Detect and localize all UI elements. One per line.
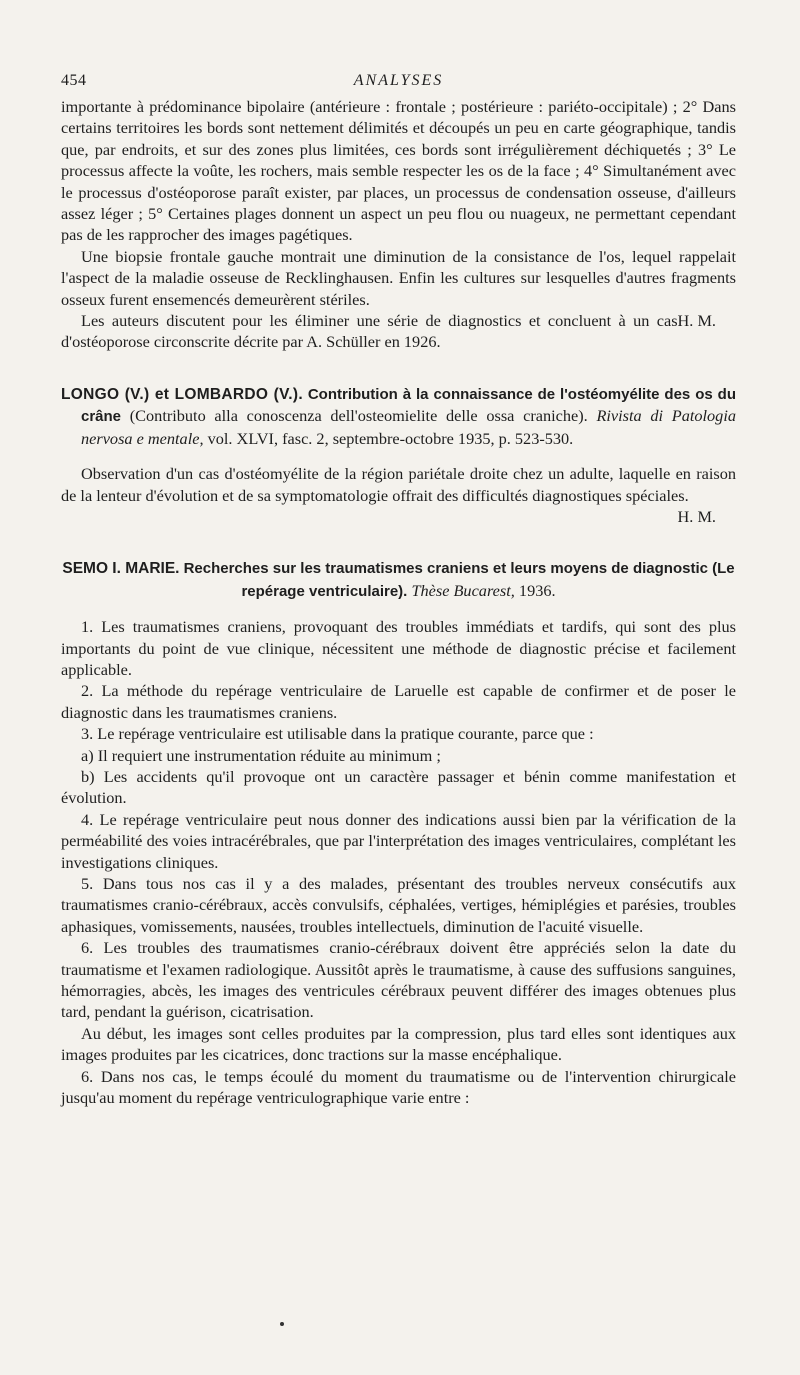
running-title: ANALYSES — [353, 72, 444, 89]
signature: H. M. — [677, 311, 716, 331]
review-entry — [61, 557, 736, 1108]
entry-journal: Rivista di Patologia nervosa e mentale, — [81, 406, 736, 448]
paragraph: 6. Les troubles des traumatismes cranio-cérébraux doivent être appréciés selon la date du traumatisme et l'examen radiologique. Aussitôt après le traumatisme, à cause des suffusions sanguines, hémorragies, abcès, les images des ventricules cérébraux peuvent différer des images obtenues plus tard, pendant la guérison, cicatrisation. — [61, 938, 736, 1022]
paragraph: 3. Le repérage ventriculaire est utilisable dans la pratique courante, parce que : — [81, 724, 594, 744]
entry-journal: Thèse Bucarest, — [411, 580, 515, 600]
paragraph: 6. Dans nos cas, le temps écoulé du moment du traumatisme ou de l'intervention chirurgicale jusqu'au moment du repérage ventriculographique varie entre : — [61, 1066, 736, 1108]
paragraph: b) Les accidents qu'il provoque ont un caractère passager et bénin comme manifestation et évolution. — [61, 766, 736, 808]
paragraph: 5. Dans tous nos cas il y a des malades, présentant des troubles nerveux consécutifs aux traumatismes cranio-cérébraux, accès convulsifs, céphalées, vertiges, hémiplégies et parésies, troubles aphasiques, vomissements, nausées, troubles intellectuels, diminution de l'acuité visuelle. — [61, 874, 736, 936]
running-head — [61, 68, 736, 96]
entry-original-title: (Contributo alla conoscenza dell'osteomielite delle ossa craniche). — [129, 406, 588, 426]
entry-year: 1936. — [518, 580, 556, 600]
entry-heading — [61, 383, 736, 449]
paragraph: Au début, les images sont celles produites par la compression, plus tard elles sont identiques aux images produites par les cicatrices, donc tractions sur la masse encéphalique. — [61, 1023, 736, 1065]
paragraph: 2. La méthode du repérage ventriculaire de Laruelle est capable de confirmer et de poser le diagnostic dans les traumatismes craniens. — [61, 681, 736, 722]
paragraph: 1. Les traumatismes craniens, provoquant des troubles immédiats et tardifs, qui sont des plus importants du point de vue clinique, nécessitent une méthode de diagnostic précise et facilement applicable. — [61, 617, 736, 679]
paragraph-text: Les auteurs discutent pour les éliminer une série de diagnostics et concluent à un cas d'ostéoporose circonscrite décrite par A. Schüller en 1926. — [61, 311, 678, 352]
entry-authors: SEMO I. MARIE. — [62, 560, 180, 578]
entry-authors: LONGO (V.) et LOMBARDO (V.). — [61, 385, 303, 403]
paragraph-text: Observation d'un cas d'ostéomyélite de la région pariétale droite chez un adulte, laquelle en raison de la lenteur d'évolution et de sa symptomatologie offrait des difficultés diagnostiques spéciales. — [61, 464, 736, 505]
paragraph: Une biopsie frontale gauche montrait une diminution de la consistance de l'os, lequel rappelait l'aspect de la maladie osseuse de Recklinghausen. Enfin les cultures sur lesquelles d'autres fragments osseux furent ensemencés demeurèrent stériles. — [61, 246, 736, 309]
entry-citation: vol. XLVI, fasc. 2, septembre-octobre 1935, p. 523-530. — [207, 428, 574, 448]
paragraph: 4. Le repérage ventriculaire peut nous donner des indications aussi bien par la vérification de la perméabilité des voies intracérébrales, que par l'interprétation des images ventriculaires, complétant les investigations cliniques. — [61, 809, 736, 872]
entry-heading — [61, 557, 736, 602]
entry-title: Contribution à la connaissance de l'ostéomyélite des os du crâne — [81, 385, 736, 426]
signature: H. M. — [677, 506, 716, 526]
print-speck — [280, 1322, 284, 1326]
review-entry — [61, 383, 736, 527]
body-text — [61, 96, 736, 1108]
paragraph: importante à prédominance bipolaire (antérieure : frontale ; postérieure : pariéto-occipitale) ; 2° Dans certains territoires les bords sont nettement délimités et découpés un peu en carte géographique, tandis que, par endroits, et sur des zones plus limitées, ces bords sont irrégulièrement déchiquetés ; 3° Le processus affecte la voûte, les rochers, mais semble respecter les os de la face ; 4° Simultanément avec le processus d'ostéoporose paraît exister, par places, un processus de condensation osseuse, d'ailleurs assez léger ; 5° Certaines plages donnent un aspect un peu flou ou nuageux, ne permettant cependant pas de les rapprocher des images pagétiques. — [61, 97, 736, 245]
entry-title: Recherches sur les traumatismes craniens et leurs moyens de diagnostic (Le repérage ventriculaire). — [183, 560, 735, 600]
paragraph — [61, 310, 736, 353]
page-number: 454 — [61, 72, 87, 89]
paragraph: a) Il requiert une instrumentation réduite au minimum ; — [81, 745, 441, 765]
entry-body — [61, 463, 736, 526]
